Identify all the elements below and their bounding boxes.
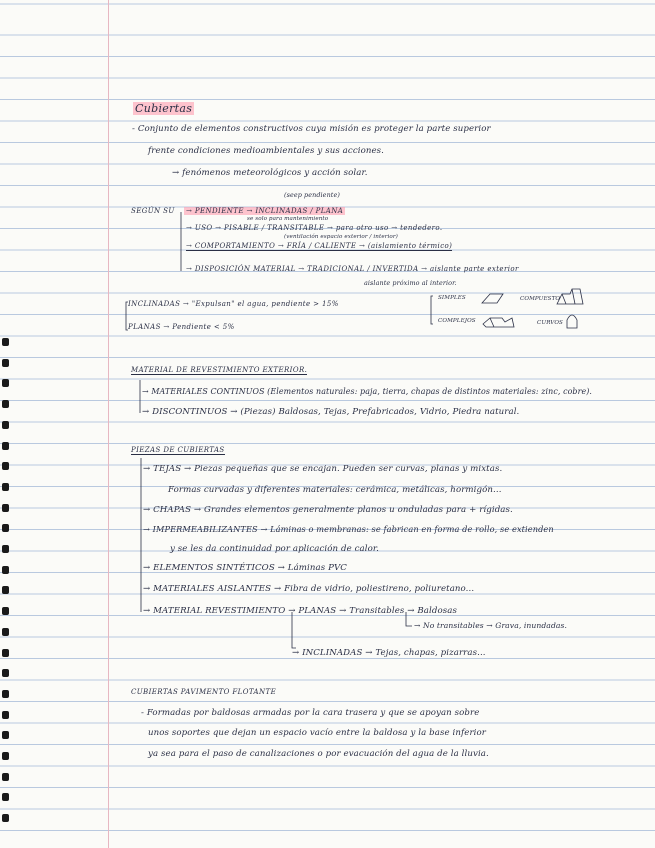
material-discontinuos: → DISCONTINUOS → (Piezas) Baldosas, Tejas, Prefabricados, Vidrio, Piedra natural. — [142, 407, 520, 417]
label-complejos: COMPLEJOS — [438, 318, 476, 324]
label-compuesto: COMPUESTO — [520, 296, 561, 302]
binding-hole — [2, 379, 9, 387]
binding-hole — [2, 400, 9, 408]
curved-roof-sketch — [567, 315, 577, 328]
margin-line — [108, 0, 109, 848]
flotante-line-3: ya sea para el paso de canalizaciones o por evacuación del agua de la lluvia. — [148, 749, 489, 759]
piezas-chapas: → CHAPAS → Grandes elementos generalmente planos u onduladas para + rígidas. — [143, 505, 513, 515]
revestimiento-bracket — [292, 612, 412, 648]
binding-hole — [2, 814, 9, 822]
note-uso: se solo para mantenimiento — [247, 216, 329, 222]
flotante-line-1: - Formadas por baldosas armadas por la cara trasera y que se apoyan sobre — [141, 708, 480, 718]
binding-hole — [2, 504, 9, 512]
flotante-heading: CUBIERTAS PAVIMENTO FLOTANTE — [131, 688, 277, 696]
segun-comportamiento: → COMPORTAMIENTO → FRÍA / CALIENTE → (aislamiento térmico) — [186, 242, 453, 250]
piezas-impermeabilizantes-2: y se les da continuidad por aplicación de calor. — [170, 544, 379, 554]
definition-line-3: → fenómenos meteorológicos y acción solar. — [172, 168, 368, 178]
binding-hole — [2, 690, 9, 698]
binding-hole — [2, 442, 9, 450]
binding-hole — [2, 462, 9, 470]
segun-uso: → USO → PISABLE / TRANSITABLE → para otro uso → tendedero. — [186, 224, 443, 232]
note-pendiente: (seep pendiente) — [284, 191, 340, 199]
definition-line-2: frente condiciones medioambientales y sus acciones. — [148, 146, 385, 156]
segun-disposicion-2: aislante próximo al interior. — [364, 279, 457, 287]
simple-roof-sketch — [482, 294, 503, 303]
binding-hole — [2, 359, 9, 367]
binding-hole — [2, 524, 9, 532]
label-curvos: CURVOS — [537, 320, 563, 326]
binding-hole — [2, 483, 9, 491]
title: Cubiertas — [135, 102, 193, 115]
inclinadas-line: INCLINADAS → "Expulsan" el agua, pendiente > 15% — [128, 300, 339, 308]
segun-pendiente: → PENDIENTE → INCLINADAS / PLANA — [186, 207, 344, 215]
binding-hole — [2, 752, 9, 760]
compound-roof-sketch — [557, 289, 583, 304]
binding-hole — [2, 586, 9, 594]
binding-hole — [2, 545, 9, 553]
binding-hole — [2, 669, 9, 677]
binding-hole — [2, 731, 9, 739]
piezas-tejas-2: Formas curvadas y diferentes materiales: cerámica, metálicas, hormigón... — [168, 485, 502, 495]
segun-disposicion: → DISPOSICIÓN MATERIAL → TRADICIONAL / INVERTIDA → aislante parte exterior — [186, 265, 519, 273]
binding-hole — [2, 628, 9, 636]
piezas-aislantes: → MATERIALES AISLANTES → Fibra de vidrio, poliestireno, poliuretano... — [143, 584, 475, 594]
note-comportamiento: (ventilación espacio exterior / interior) — [284, 234, 398, 240]
piezas-no-transitables: → No transitables → Grava, inundadas. — [414, 621, 568, 630]
segun-label: SEGÚN SU — [131, 207, 175, 215]
binding-hole — [2, 711, 9, 719]
binding-hole — [2, 338, 9, 346]
binding-hole — [2, 566, 9, 574]
binding-holes — [0, 0, 14, 848]
binding-hole — [2, 773, 9, 781]
piezas-inclinadas: → INCLINADAS → Tejas, chapas, pizarras... — [292, 648, 486, 658]
piezas-sinteticos: → ELEMENTOS SINTÉTICOS → Láminas PVC — [143, 563, 347, 573]
material-continuos: → MATERIALES CONTINUOS (Elementos naturales: paja, tierra, chapas de distintos materiales: zinc, cobre). — [142, 387, 593, 396]
binding-hole — [2, 421, 9, 429]
piezas-revestimiento: → MATERIAL REVESTIMIENTO → PLANAS → Transitables → Baldosas — [143, 606, 457, 616]
definition-line-1: - Conjunto de elementos constructivos cuya misión es proteger la parte superior — [132, 124, 491, 134]
flotante-line-2: unos soportes que dejan un espacio vacío entre la baldosa y la base inferior — [148, 728, 487, 738]
binding-hole — [2, 649, 9, 657]
planas-line: PLANAS → Pendiente < 5% — [128, 323, 235, 331]
binding-hole — [2, 793, 9, 801]
piezas-heading: PIEZAS DE CUBIERTAS — [131, 446, 225, 454]
binding-hole — [2, 607, 9, 615]
piezas-impermeabilizantes-1: → IMPERMEABILIZANTES → Láminas o membranas: se fabrican en forma de rollo, se extienden — [143, 524, 554, 534]
piezas-tejas-1: → TEJAS → Piezas pequeñas que se encajan. Pueden ser curvas, planas y mixtas. — [143, 464, 503, 474]
label-simples: SIMPLES — [438, 295, 466, 301]
material-heading: MATERIAL DE REVESTIMIENTO EXTERIOR. — [131, 366, 308, 374]
complex-roof-sketch — [483, 318, 514, 327]
